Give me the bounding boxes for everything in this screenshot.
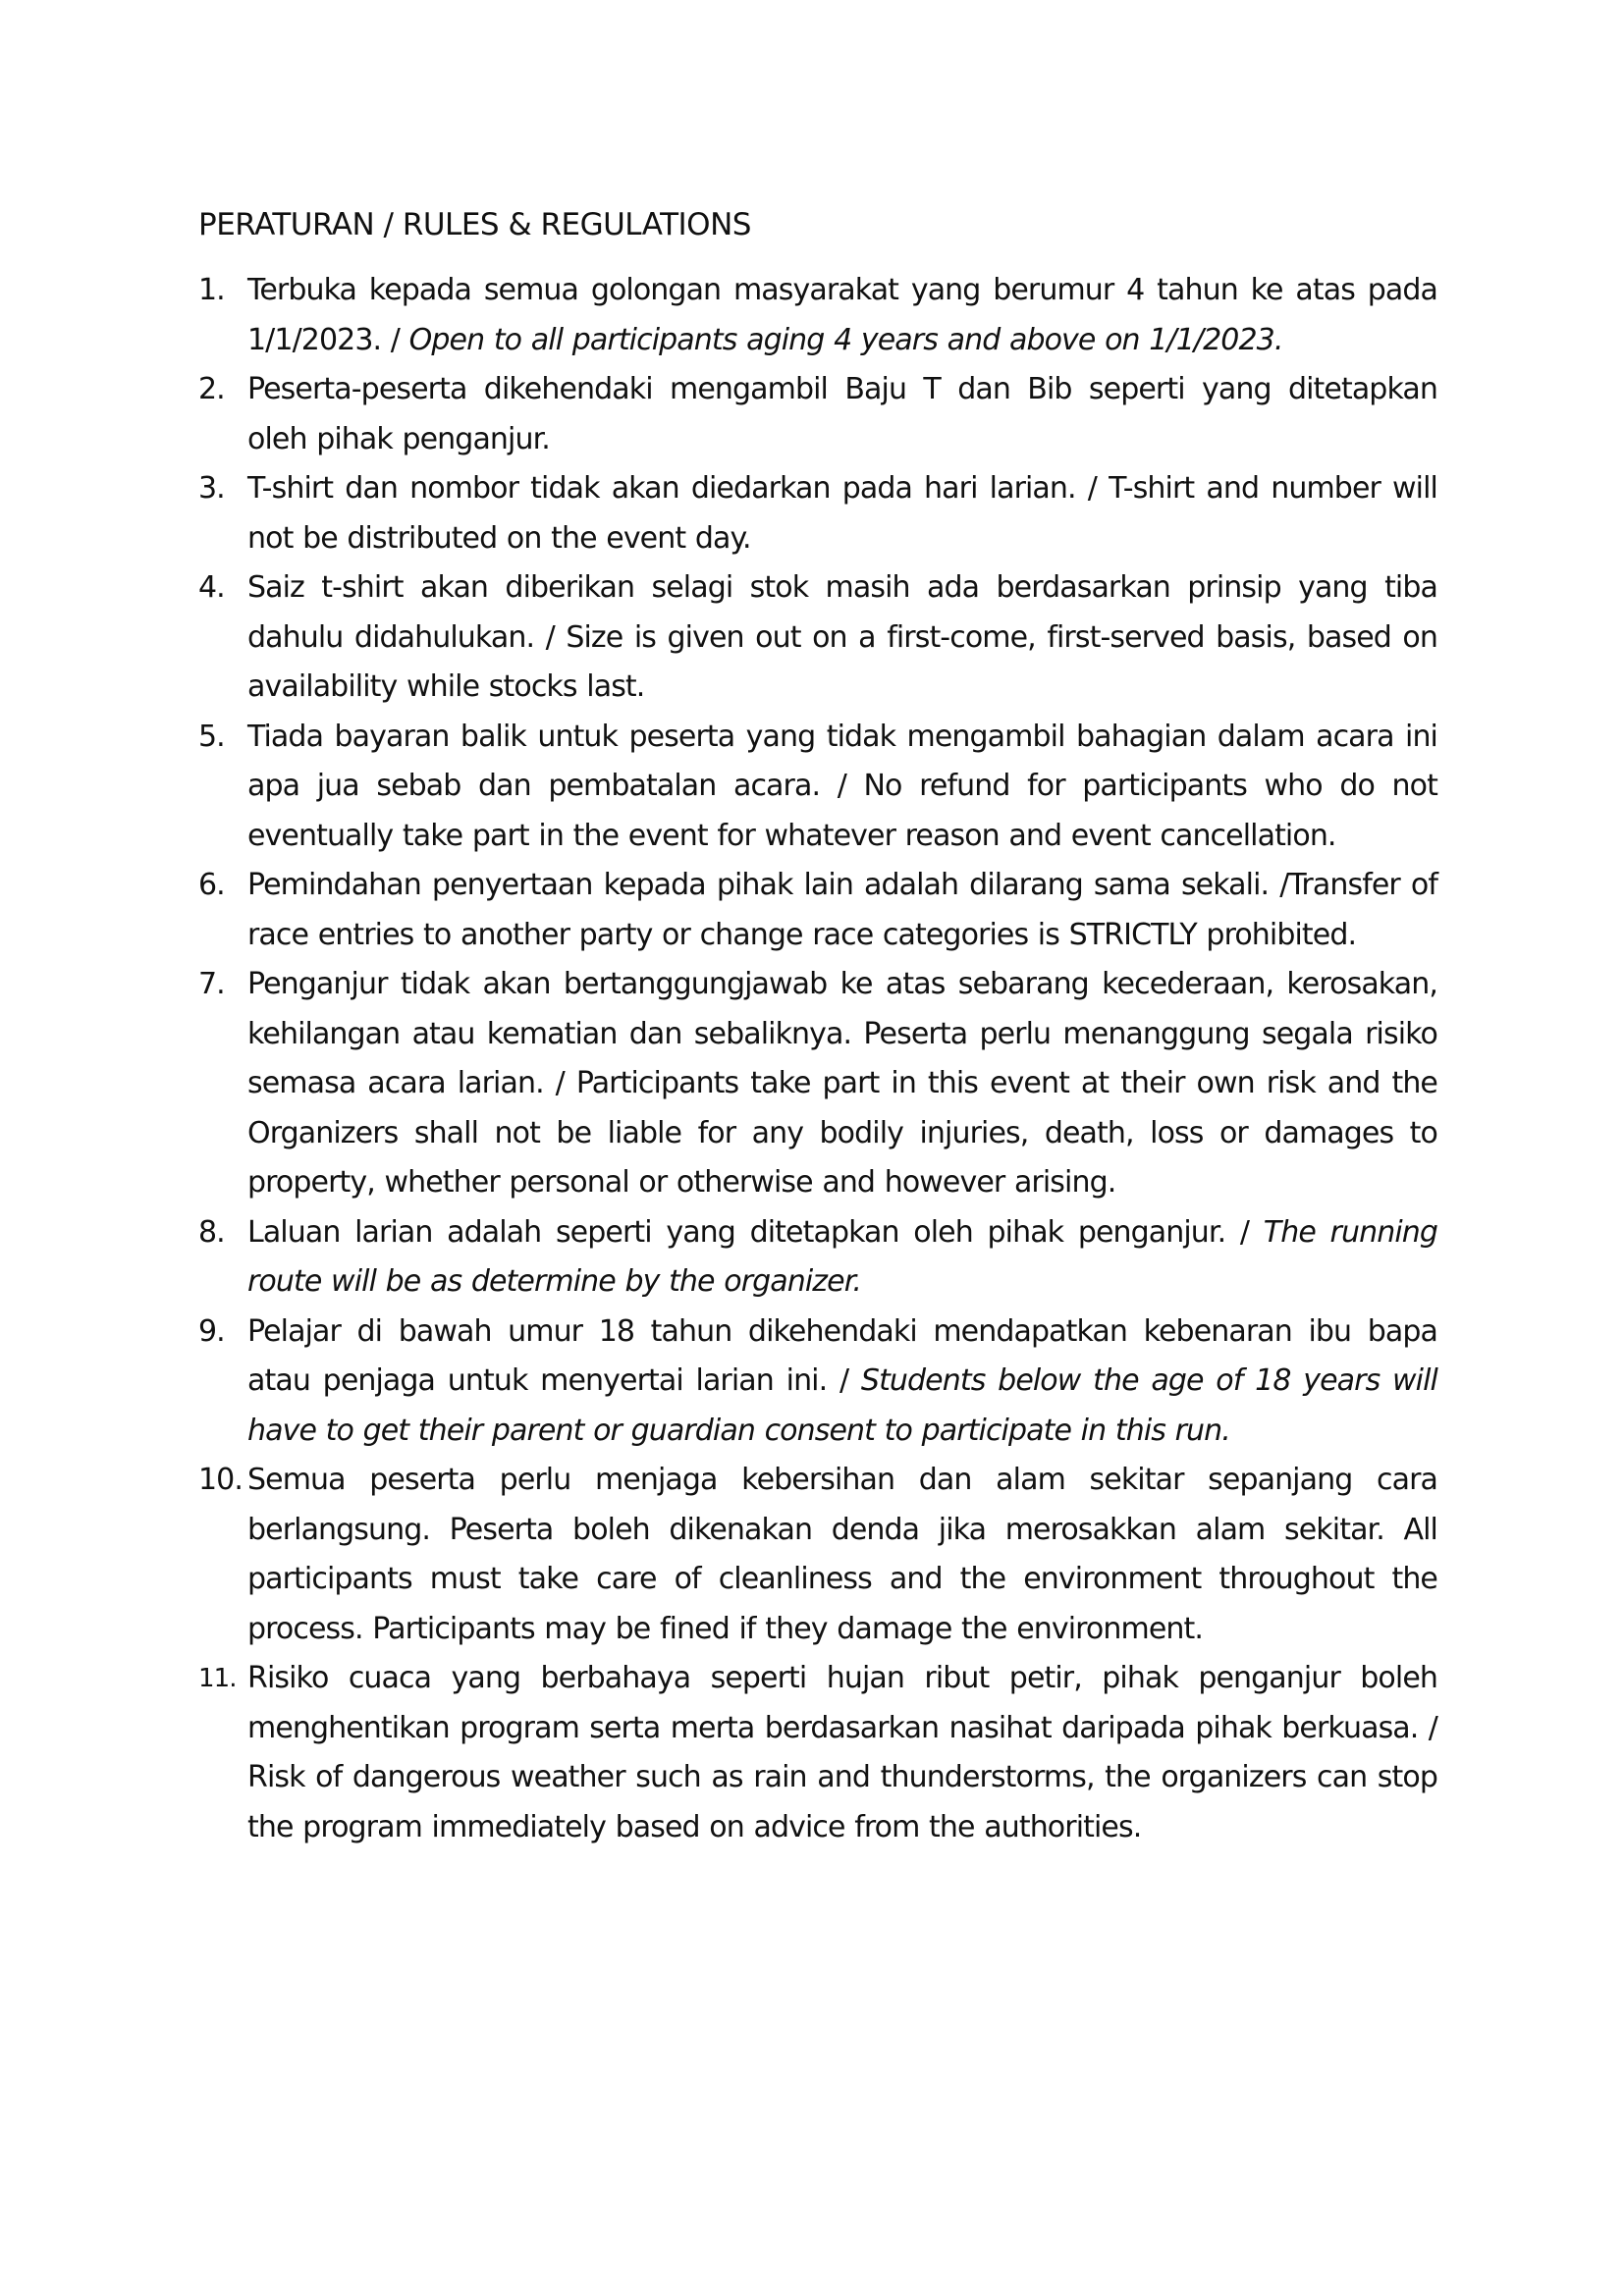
rule-item-8 — [198, 1208, 1437, 1308]
rule-item-10 — [198, 1456, 1437, 1654]
rule-item-11 — [198, 1654, 1437, 1852]
rule-item-6 — [198, 861, 1437, 960]
rule-item-9 — [198, 1308, 1437, 1457]
rule-number: 7. — [198, 967, 225, 1001]
rule-text-english: Open to all participants aging 4 years and above on 1/1/2023. — [408, 322, 1283, 357]
rule-text: Peserta-peserta dikehendaki mengambil Baju T dan Bib seperti yang ditetapkan oleh pihak penganjur. — [247, 372, 1437, 456]
rule-text: T-shirt dan nombor tidak akan diedarkan pada hari larian. / T-shirt and number will not be distributed on the event day. — [247, 471, 1437, 556]
rule-text: Terbuka kepada semua golongan masyarakat yang berumur 4 tahun ke atas pada 1/1/2023. / — [247, 273, 1437, 357]
document-title: PERATURAN / RULES & REGULATIONS — [198, 207, 751, 242]
rule-number: 10. — [198, 1463, 244, 1497]
rule-item-5 — [198, 713, 1437, 862]
rule-text: Semua peserta perlu menjaga kebersihan dan alam sekitar sepanjang cara berlangsung. Peserta boleh dikenakan denda jika merosakkan alam sekitar. All participants must take care of cleanliness and the environment throughout the process. Participants may be fined if they damage the environment. — [247, 1463, 1437, 1646]
rule-text: Penganjur tidak akan bertanggungjawab ke atas sebarang kecederaan, kerosakan, kehilangan atau kematian dan sebaliknya. Peserta perlu menanggung segala risiko semasa acara larian. / Participants take part in this event at their own risk and the Organizers shall not be liable for any bodily injuries, death, loss or damages to property, whether personal or otherwise and however arising. — [247, 967, 1437, 1200]
rule-number: 4. — [198, 570, 225, 605]
rule-number: 3. — [198, 471, 225, 506]
rule-item-4 — [198, 563, 1437, 713]
rule-text: Laluan larian adalah seperti yang ditetapkan oleh pihak penganjur. / — [247, 1214, 1264, 1250]
rule-item-3 — [198, 464, 1437, 563]
rule-number: 8. — [198, 1214, 225, 1250]
rule-number: 1. — [198, 273, 225, 307]
rule-text: Pemindahan penyertaan kepada pihak lain adalah dilarang sama sekali. /Transfer of race entries to another party or change race categories is STRICTLY prohibited. — [247, 868, 1437, 952]
rules-list — [198, 266, 1437, 1852]
rule-text: Saiz t-shirt akan diberikan selagi stok masih ada berdasarkan prinsip yang tiba dahulu didahulukan. / Size is given out on a first-come, first-served basis, based on availability while stocks last. — [247, 570, 1437, 704]
rule-item-2 — [198, 365, 1437, 464]
rule-number: 11. — [198, 1664, 237, 1693]
document-page — [198, 201, 1437, 1852]
rule-number: 5. — [198, 719, 225, 754]
rule-text-english: The running route will be as determine by the organizer. — [247, 1214, 1438, 1299]
rule-text-english: Students below the age of 18 years will have to get their parent or guardian consent to participate in this run. — [247, 1363, 1437, 1448]
rule-item-7 — [198, 960, 1437, 1208]
rule-item-1 — [198, 266, 1437, 365]
rule-number: 6. — [198, 868, 225, 902]
rule-text: Risiko cuaca yang berbahaya seperti hujan ribut petir, pihak penganjur boleh menghentikan program serta merta berdasarkan nasihat daripada pihak berkuasa. / Risk of dangerous weather such as rain and thunderstorms, the organizers can stop the program immediately based on advice from the authorities. — [247, 1661, 1437, 1844]
rule-text: Pelajar di bawah umur 18 tahun dikehendaki mendapatkan kebenaran ibu bapa atau penjaga untuk menyertai larian ini. / — [247, 1313, 1437, 1398]
rule-number: 9. — [198, 1313, 225, 1349]
rule-text: Tiada bayaran balik untuk peserta yang tidak mengambil bahagian dalam acara ini apa jua sebab dan pembatalan acara. / No refund for participants who do not eventually take part in the event for whatever reason and event cancellation. — [247, 719, 1437, 853]
rule-number: 2. — [198, 372, 225, 406]
